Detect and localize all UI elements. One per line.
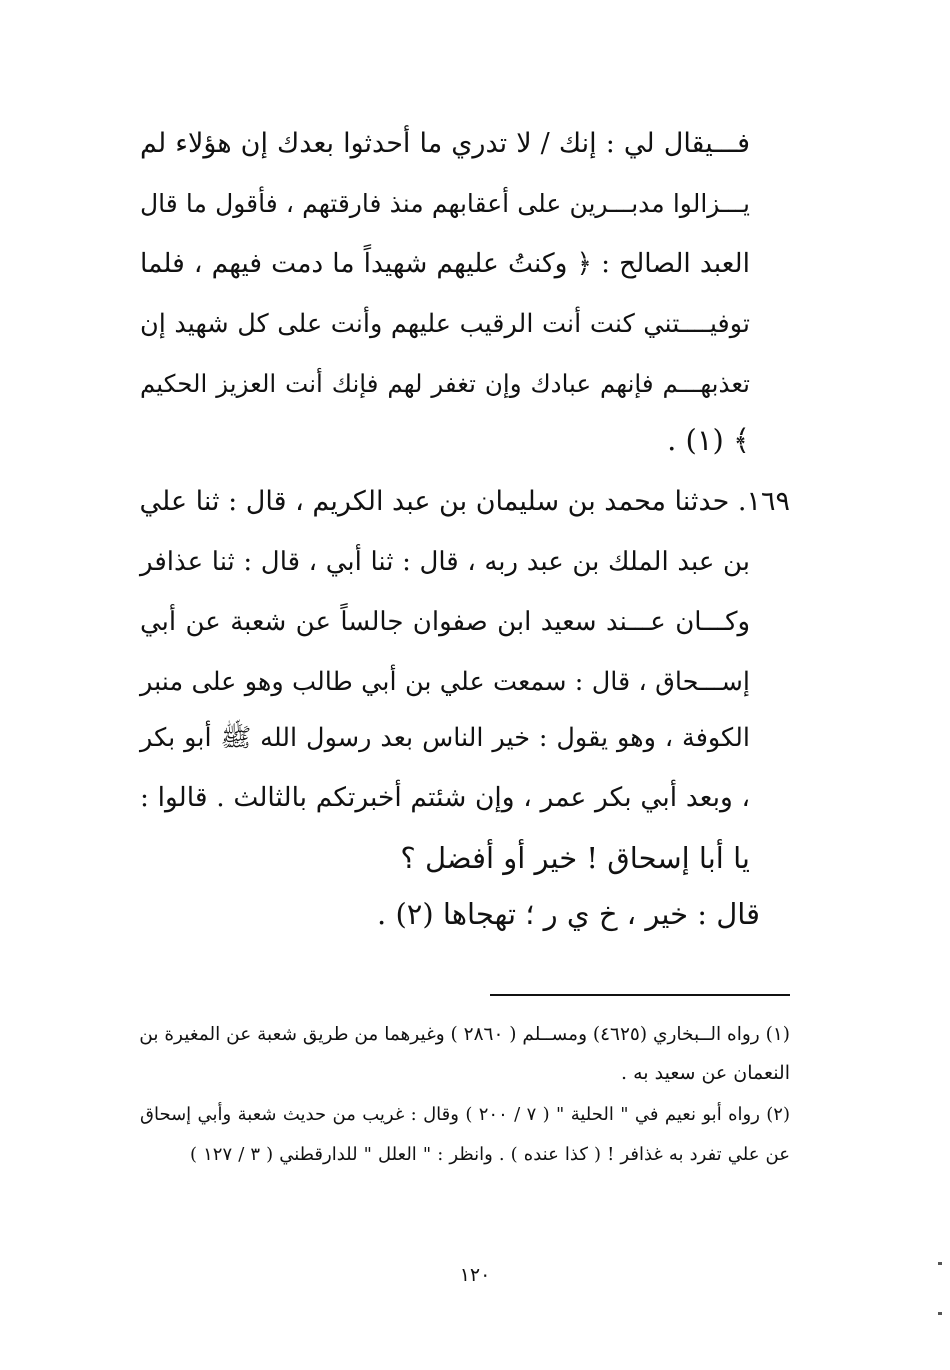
text-line: ١٦٩. حدثنا محمد بن سليمان بن عبد الكريم ، قال : ثنا علي bbox=[139, 486, 790, 517]
text-line: قال : خير ، خ ي ر ؛ تهجاها (٢) . bbox=[377, 897, 760, 931]
text-line: تعذبهـــم فإنهم عبادك وإن تغفر لهم فإنك أنت العزيز الحكيم bbox=[140, 369, 750, 398]
scan-mark bbox=[938, 1262, 942, 1265]
text-line: فـــيقال لي : إنك / لا تدري ما أحدثوا بعدك إن هؤلاء لم bbox=[140, 128, 750, 159]
footnote-2-line: عن علي تفرد به غذافر ! ( كذا عنده ) . وانظر : " العلل " للدارقطني ( ٣ / ١٢٧ ) bbox=[190, 1144, 790, 1165]
text-line: العبد الصالح : ﴿ وكنتُ عليهم شهيداً ما دمت فيهم ، فلما bbox=[140, 248, 750, 279]
text-line: بن عبد الملك بن عبد ربه ، قال : ثنا أبي ، قال : ثنا عذافر bbox=[140, 547, 750, 577]
footnote-2-line: (٢) رواه أبو نعيم في " الحلية " ( ٧ / ٢٠٠ ) وقال : غريب من حديث شعبة وأبي إسحاق bbox=[140, 1104, 790, 1125]
text-line: يا أبا إسحاق ! خير أو أفضل ؟ bbox=[400, 841, 750, 875]
text-line: إســـحاق ، قال : سمعت علي بن أبي طالب وهو على منبر bbox=[140, 667, 750, 697]
text-line: يـــزالوا مدبـــرين على أعقابهم منذ فارقتهم ، فأقول ما قال bbox=[140, 189, 750, 218]
footnote-1-line: (١) رواه الــبخاري (٤٦٢٥) ومســلم ( ٢٨٦٠ ) وغيرهما من طريق شعبة عن المغيرة بن bbox=[139, 1024, 790, 1045]
text-line: ﴾ (١) . bbox=[667, 423, 750, 457]
text-line: وكـــان عـــند سعيد ابن صفوان جالساً عن شعبة عن أبي bbox=[140, 607, 750, 637]
page-number: ١٢٠ bbox=[459, 1264, 491, 1286]
scan-mark bbox=[938, 1312, 942, 1315]
footnote-separator bbox=[490, 994, 790, 996]
text-line: توفيــــتني كنت أنت الرقيب عليهم وأنت على كل شهيد إن bbox=[140, 309, 750, 339]
text-line: ، وبعد أبي بكر عمر ، وإن شئتم أخبرتكم بالثالث . قالوا : bbox=[140, 782, 750, 813]
text-line: الكوفة ، وهو يقول : خير الناس بعد رسول الله ﷺ أبو بكر bbox=[140, 723, 750, 753]
footnote-1-line: النعمان عن سعيد به . bbox=[621, 1062, 790, 1084]
